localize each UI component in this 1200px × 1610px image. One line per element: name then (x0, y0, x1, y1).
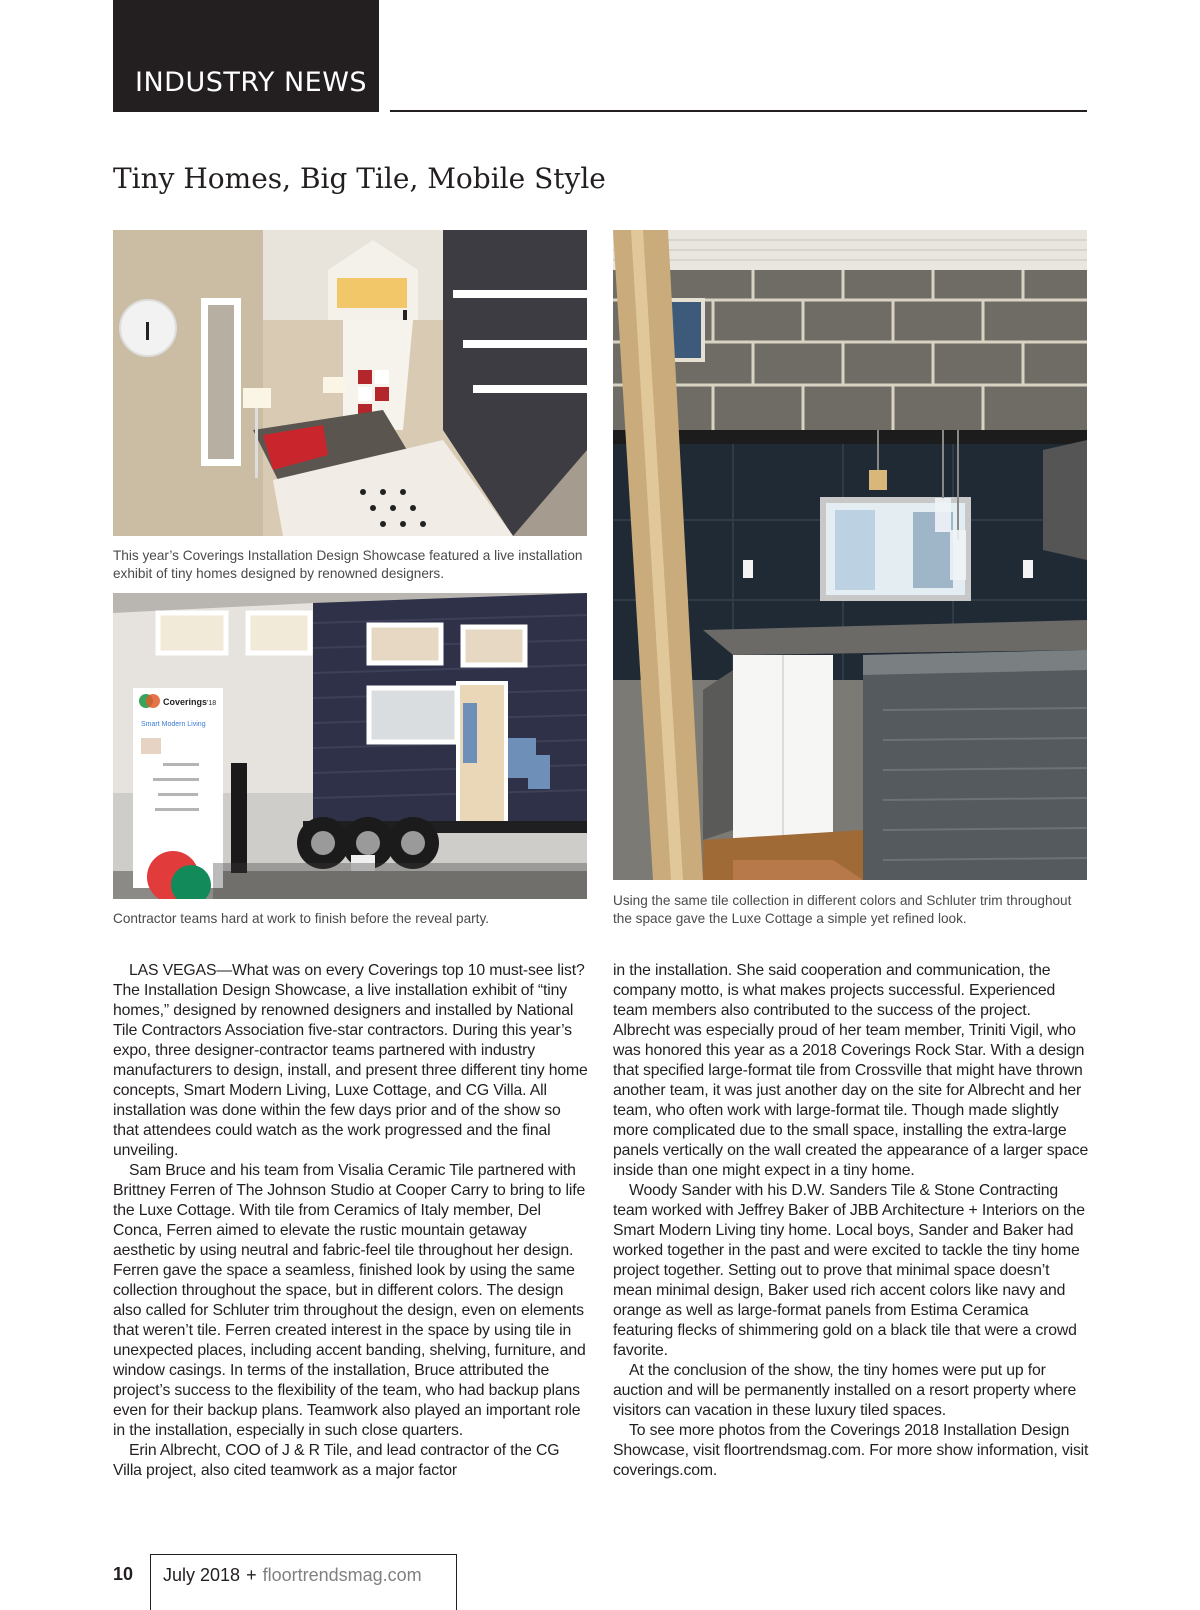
photo-living-room (113, 230, 587, 536)
article-paragraph: Erin Albrecht, COO of J & R Tile, and lead contractor of the CG Villa project, also cited teamwork as a major factor (113, 1442, 560, 1479)
issue-date: July 2018 (163, 1565, 241, 1585)
article-headline: Tiny Homes, Big Tile, Mobile Style (113, 162, 606, 195)
article-paragraph: At the conclusion of the show, the tiny homes were put up for auction and will be permanently installed on a resort property where visitors can vacation in these luxury tiled spaces. (613, 1362, 1077, 1419)
folio (163, 1565, 422, 1586)
section-label: INDUSTRY NEWS (135, 67, 368, 98)
header-rule (390, 110, 1087, 112)
page-number: 10 (113, 1564, 134, 1584)
article-paragraph-continued: in the installation. She said cooperation and communication, the company motto, is what makes projects successful. Experienced team members also contributed to the success of the project. Albrecht was especially proud of her team member, Triniti Vigil, who was honored this year as a 2018 Coverings Rock Star. With a design that specified large-format tile from Crossville that might have thrown another team, it was just another day on the site for Albrecht and her team, who often work with large-format tile. Though made slightly more complicated due to the small space, installing the extra-large panels vertically on the wall created the appearance of a larger space inside than one might expect in a tiny home. (613, 962, 1089, 1179)
caption-kitchen: Using the same tile collection in different colors and Schluter trim throughout the space gave the Luxe Cottage a simple yet refined look. (613, 893, 1072, 926)
folio-separator: + (246, 1565, 257, 1585)
article-paragraph: To see more photos from the Coverings 2018 Installation Design Showcase, visit floortrendsmag.com. For more show information, visit coverings.com. (613, 1422, 1089, 1479)
article-column-right (613, 961, 1089, 1481)
article-paragraph: Sam Bruce and his team from Visalia Ceramic Tile partnered with Brittney Ferren of The Johnson Studio at Cooper Carry to bring to life the Luxe Cottage. With tile from Ceramics of Italy member, Del Conca, Ferren aimed to elevate the rustic mountain getaway aesthetic by using neutral and fabric-feel tile throughout her design. Ferren gave the space a seamless, finished look by using the same collection throughout the space, but in different colors. The design also called for Schluter trim throughout the design, even on elements that weren’t tile. Ferren created interest in the space by using tile in unexpected places, including accent banding, shelving, furniture, and window casings. In terms of the installation, Bruce attributed the project’s success to the flexibility of the team, who had backup plans even for their backup plans. Teamwork also played an important role in the installation, especially in such close quarters. (113, 1162, 586, 1439)
sign-brand-year: '18 (207, 700, 217, 707)
website-link[interactable]: floortrendsmag.com (262, 1565, 422, 1585)
photo-contractors (113, 593, 587, 899)
article-paragraph: Woody Sander with his D.W. Sanders Tile & Stone Contracting team worked with Jeffrey Baker of JBB Architecture + Interiors on the Smart Modern Living tiny home. Local boys, Sander and Baker had worked together in the past and were excited to tackle the tiny home project together. Setting out to prove that minimal space doesn’t mean minimal design, Baker used rich accent colors like navy and orange as well as large-format panels from Estima Ceramica featuring flecks of shimmering gold on a black tile that were a crowd favorite. (613, 1182, 1085, 1359)
section-tab (113, 0, 379, 112)
sign-brand: Coverings (163, 697, 208, 707)
photo-kitchen (613, 230, 1087, 880)
article-paragraph: LAS VEGAS—What was on every Coverings top 10 must-see list? The Installation Design Showcase, a live installation exhibit of “tiny homes,” designed by renowned designers and installed by National Tile Contractors Association five-star contractors. During this year’s expo, three designer-contractor teams partnered with industry manufacturers to design, install, and present three different tiny home concepts, Smart Modern Living, Luxe Cottage, and CG Villa. All installation was done within the few days prior and of the show so that attendees could watch as the work progressed and the final unveiling. (113, 962, 588, 1159)
sign-booth-title: Smart Modern Living (141, 721, 206, 728)
caption-contractors: Contractor teams hard at work to finish before the reveal party. (113, 911, 490, 926)
article-column-left (113, 961, 589, 1481)
caption-living-room: This year’s Coverings Installation Design Showcase featured a live installation exhibit of tiny homes designed by renowned designers. (113, 548, 583, 581)
